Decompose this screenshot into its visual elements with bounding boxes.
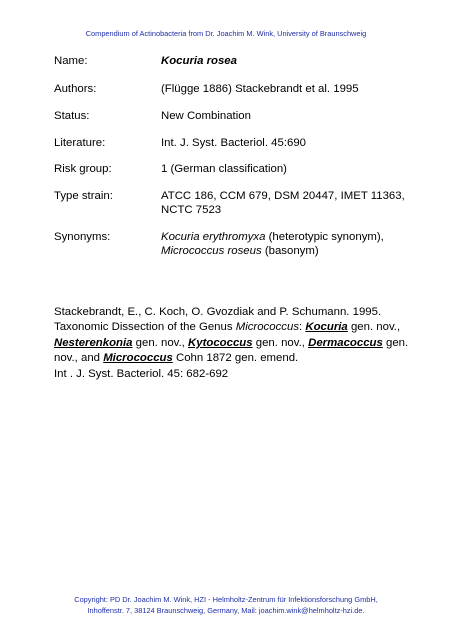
synonym-2-name: Micrococcus roseus [161,245,262,257]
genus-kytococcus: Kytococcus [188,336,253,349]
field-label-risk-group: Risk group: [54,163,112,175]
reference-line-3 [54,336,434,351]
field-synonyms [54,230,434,258]
reference-text: Cohn 1872 gen. emend. [172,352,299,365]
field-name [54,54,434,68]
footer-copyright-line: Copyright: PD Dr. Joachim M. Wink, HZI - Helmholtz-Zentrum für Infektionsforschung GmbH, [74,595,378,604]
reference-line-1: Stackebrandt, E., C. Koch, O. Gvozdiak and P. Schumann. 1995. [54,306,382,318]
field-label-authors: Authors: [54,83,97,95]
field-type-strain [54,189,434,217]
risk-group-value: 1 (German classification) [161,163,287,175]
literature-value: Int. J. Syst. Bacteriol. 45:690 [161,137,306,149]
genus-kocuria: Kocuria [305,321,348,334]
page-footer [0,594,452,616]
synonym-1-name: Kocuria erythromyxa [161,231,266,243]
type-strain-value [161,189,434,217]
field-label-type-strain: Type strain: [54,190,113,202]
field-authors [54,82,434,96]
reference-text: gen. [382,336,409,349]
reference-text: nov., and [54,352,104,365]
synonyms-value [161,230,434,258]
reference-line-2 [54,320,434,335]
species-fields [54,54,434,258]
reference-text: Taxonomic Dissection of the Genus [54,321,236,334]
reference-text: : [299,321,306,334]
type-strain-line-1: ATCC 186, CCM 679, DSM 20447, IMET 11363, [161,190,405,202]
reference-citation [54,305,434,382]
genus-micrococcus: Micrococcus [235,321,300,334]
footer-address-line: Inhoffenstr. 7, 38124 Braunschweig, Germany, Mail: joachim.wink@helmholtz-hzi.de. [87,606,365,615]
reference-line-5: Int . J. Syst. Bacteriol. 45: 682-692 [54,367,229,380]
field-label-literature: Literature: [54,137,106,149]
field-literature [54,136,434,150]
status-value: New Combination [161,110,251,122]
page-header: Compendium of Actinobacteria from Dr. Joachim M. Wink, University of Braunschweig [85,29,367,38]
type-strain-line-2: NCTC 7523 [161,204,222,216]
reference-text: gen. nov., [252,336,309,349]
field-label-synonyms: Synonyms: [54,231,111,243]
genus-nesterenkonia: Nesterenkonia [54,336,133,349]
field-label-status: Status: [54,110,90,122]
field-label-name: Name: [54,55,88,67]
reference-text: gen. nov., [347,321,401,334]
species-name: Kocuria rosea [161,55,237,67]
field-risk-group [54,162,434,176]
field-status [54,109,434,123]
reference-text: gen. nov., [132,336,189,349]
synonym-1-note: (heterotypic synonym), [265,231,384,243]
synonym-2-note: (basonym) [261,245,319,257]
genus-dermacoccus: Dermacoccus [308,336,383,349]
authors-value: (Flügge 1886) Stackebrandt et al. 1995 [161,83,359,95]
genus-micrococcus-emend: Micrococcus [103,352,173,365]
reference-line-4 [54,351,434,366]
